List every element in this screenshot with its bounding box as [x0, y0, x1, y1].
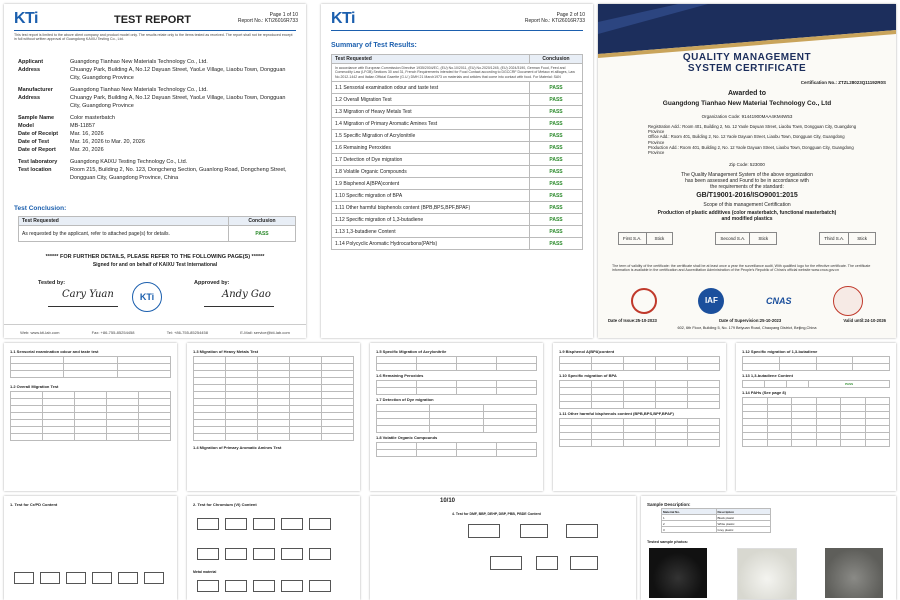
black-pellets-photo: [649, 548, 707, 598]
field-row: Address Chuangy Park, Building A, No.12 Dayuan Street, YaoLe Village, Liaobu Town, Dongguan City, Guangdong Province: [18, 95, 286, 109]
sample-description-title: Sample Description:: [647, 502, 691, 507]
sa-box: Third S.A. Stick: [819, 232, 876, 245]
flow-step: [566, 524, 598, 538]
report-number: Report No.: KTi26016R733: [237, 18, 298, 24]
white-pellets-photo: [737, 548, 797, 600]
footer-web: Web: www.kti-lab.com: [20, 329, 60, 335]
sa-box: First S.A. Stick: [618, 232, 673, 245]
sample-table: Material No. Description 1 Black plastic 2 White plastic 3 Grey plastic: [661, 508, 771, 533]
mini-table: [10, 391, 171, 441]
page-number: Page 1 of 10: [269, 12, 298, 18]
flow-step: [197, 548, 219, 560]
flow-step: [536, 556, 558, 570]
detail-page-thumb: 1.3 Migration of Heavy Metals Test 1.4 Migration of Primary Aromatic Amines Test: [187, 343, 360, 491]
awarded-to: Awarded to: [728, 90, 766, 97]
summary-row: 1.5 Specific Migration of Acrylonitrile PASS: [332, 130, 583, 142]
flow-step: [14, 572, 34, 584]
field-row: Date of Test Mar. 16, 2026 to Mar. 20, 2026: [18, 139, 145, 145]
field-row: Manufacturer Guangdong Tianhao New Materials Technology Co., Ltd.: [18, 87, 208, 93]
summary-pass: PASS: [530, 118, 583, 130]
mini-table: [742, 397, 890, 447]
test-report-page-1: [4, 4, 306, 338]
summary-row: 1.8 Volatile Organic Compounds PASS: [332, 166, 583, 178]
company-seal-icon: [833, 286, 863, 316]
refer-notice: ****** FOR FURTHER DETAILS, PLEASE REFER TO THE FOLLOWING PAGE(S) ******: [45, 254, 265, 260]
date-of-issue: Date of Issue:25-10-2023: [608, 318, 657, 323]
date-of-supervision: Date of Supervision:25-10-2023: [719, 318, 782, 323]
report-title: TEST REPORT: [114, 14, 192, 26]
kti-logo: KTi: [14, 10, 38, 27]
detail-page-thumb: 1.12 Specific migration of 1,3-butadiene 1.13 1,3-butadiene Content PASS 1.14 PAHs (See page 8): [736, 343, 896, 491]
flow-step: [253, 580, 275, 592]
summary-pass: PASS: [530, 190, 583, 202]
mini-table: [376, 356, 537, 371]
flow-step: [197, 580, 219, 592]
flow-step: [197, 518, 219, 530]
summary-title: Summary of Test Results:: [331, 42, 417, 49]
office-address: Office Add.: Room 401, Building 2, No. 12 Yaole Dayuan Street, Liaobu Town, Dongguan City, Guangdong Province: [648, 134, 845, 145]
mini-table: [559, 380, 720, 409]
grey-pellets-photo: [825, 548, 883, 598]
conclusion-pass: PASS: [229, 226, 296, 242]
flow-page-thumb: 1. Test for Cr/PD Content: [4, 496, 177, 600]
summary-pass: PASS: [530, 94, 583, 106]
summary-pass: PASS: [530, 178, 583, 190]
field-row: Model MB-11857: [18, 123, 95, 129]
zip-code: Zip Code: 523000: [729, 162, 765, 167]
conclusion-title: Test Conclusion:: [14, 205, 67, 212]
quality-certificate: [598, 4, 896, 338]
field-row: Applicant Guangdong Tianhao New Materials Technology Co., Ltd.: [18, 59, 208, 65]
registration-address: Registration Add.: Room 401, Building 2, No. 12 Yaole Dayuan Street, Liaobu Town, Dongguan City, Guangdong Province: [648, 124, 857, 135]
mini-table: [742, 356, 890, 371]
org-code: Organization Code: 91441900MAA4KM4W53: [701, 114, 793, 119]
mini-table: [193, 356, 354, 441]
flow-step: [309, 548, 331, 560]
footer-fax: Fax: +86-755-85254458: [91, 329, 135, 335]
flow-step: [490, 556, 522, 570]
flow-step: [144, 572, 164, 584]
flow-page-thumb: 10/10 4. Test for DMF, BBP, DEHP, DBP, PBB, PBDE Content: [370, 496, 636, 600]
summary-pass: PASS: [530, 142, 583, 154]
production-address: Production Add.: Room 401, Building 2, No. 12 Yaole Dayuan Street, Liaobu Town, Dongguan City, Guangdong Province: [648, 144, 854, 156]
flow-step: [309, 580, 331, 592]
flow-step: [118, 572, 138, 584]
summary-row: 1.9 Bisphenol A(BPA)content PASS: [332, 178, 583, 190]
summary-row: 1.3 Migration of Heavy Metals Test PASS: [332, 106, 583, 118]
statement-line-3: the requirements of the standard:: [710, 184, 784, 190]
summary-pass: PASS: [530, 202, 583, 214]
flow-step: [66, 572, 86, 584]
signed-line: Signed for and on behalf of KAIXU Test International: [92, 262, 218, 268]
accreditation-logos: [610, 286, 884, 316]
flow-step: [281, 580, 303, 592]
flow-step: [225, 518, 247, 530]
flow-step: [570, 556, 598, 570]
summary-intro: In accordance with European Commission Directive 1935/2004/EC, (EU) No.10/2011, (EU) No.2020/1245, (EU) 2024/3190, German Food, Feed and Commodity Law (LFGB) Sections 30 and 31, French Requirements intended for Food Contact according to DGCCRF Document of Metaux et alliages, Law No.2012-1442 and Italian Official Gazette (G.U.) DMH 21 March1973 on materials and articles that come into contact with food. For Material: SAN: [332, 64, 583, 82]
tested-by-label: Tested by:: [38, 280, 66, 286]
summary-row: 1.4 Migration of Primary Aromatic Amines Test PASS: [332, 118, 583, 130]
statement-line-2: has been assessed and Found to be in accordance with: [685, 178, 809, 184]
conclusion-table: Test Requested Conclusion As requested by the applicant, refer to attached page(s) for details. PASS: [18, 216, 296, 242]
page-number: Page 2 of 10: [556, 12, 585, 18]
field-row: Test laboratory Guangdong KAIXU Testing Technology Co., Ltd.: [18, 159, 188, 165]
summary-row: 1.13 1,3-butadiene Content PASS: [332, 226, 583, 238]
certificate-title-1: QUALITY MANAGEMENT: [682, 52, 812, 63]
test-report-page-2: [321, 4, 593, 338]
summary-pass: PASS: [530, 166, 583, 178]
flow-page-thumb: 2. Test for Chromium (VI) Content Metal material: [187, 496, 360, 600]
field-row: Address Chuangy Park, Building A, No.12 Dayuan Street, YaoLe Village, Liaobu Town, Dongguan City, Guangdong Province: [18, 67, 286, 81]
approved-by-label: Approved by:: [194, 280, 230, 286]
mini-table: [376, 380, 537, 395]
mini-table: [559, 356, 720, 371]
mini-table: [376, 404, 537, 433]
kti-seal-icon: KTi: [132, 282, 162, 312]
field-row: Date of Receipt Mar. 16, 2026: [18, 131, 104, 137]
summary-row: 1.1 Sensorial examination odour and taste test PASS: [332, 82, 583, 94]
mini-table: [10, 356, 171, 378]
tester-sign-line: [48, 306, 118, 307]
flow-step: [253, 548, 275, 560]
disclaimer: This test report is limited to the above client company and product model only. The results relate only to the items tested as received. The report shall not be reproduced except in full without written approval of Guangdong KAIXU Testing Co., Ltd.: [14, 33, 293, 42]
china-cert-logo-icon: [631, 288, 657, 314]
flow-step: [225, 580, 247, 592]
page1-footer: [4, 324, 306, 338]
scope-line-2: and modified plastics: [721, 216, 773, 222]
detail-page-thumb: 1.1 Sensorial examination odour and taste test 1.2 Overall Migration Test: [4, 343, 177, 491]
summary-pass: PASS: [530, 82, 583, 94]
flow-step: [40, 572, 60, 584]
approver-signature: Andy Gao: [222, 289, 271, 300]
summary-row: 1.2 Overall Migration Test PASS: [332, 94, 583, 106]
flow-step: [309, 518, 331, 530]
certificate-company: Guangdong Tianhao New Material Technology Co., Ltd: [662, 100, 832, 107]
certificate-dates: [608, 318, 886, 323]
summary-pass: PASS: [530, 130, 583, 142]
flow-step: [92, 572, 112, 584]
statement-line-1: The Quality Management System of the above organization: [681, 172, 813, 178]
surveillance-audits: [618, 232, 876, 245]
scope-line-1: Production of plastic additives (color masterbatch, functional masterbatch): [657, 210, 837, 216]
issuer-address: 602, 6th Floor, Building 5, No. 179 Beiyuan Road, Chaoyang District, Beijing,China: [677, 326, 817, 330]
scope-title: Scope of this management Certification: [703, 202, 791, 208]
summary-row: 1.10 Specific migration of BPA PASS: [332, 190, 583, 202]
kti-logo: KTi: [331, 10, 355, 27]
mini-table: [559, 418, 720, 447]
summary-pass: PASS: [530, 238, 583, 250]
summary-pass: PASS: [530, 226, 583, 238]
field-row: Test location Room 215, Building 2, No. 123, Dongcheng Section, Guanlong Road, Dongcheng Street, Dongguan City, Guangdong Province, China: [18, 167, 287, 181]
summary-row: 1.14 Polycyclic Aromatic Hydrocarbons(PAHs) PASS: [332, 238, 583, 250]
flow-step: [281, 548, 303, 560]
summary-table: Test Requested Conclusion In accordance with European Commission Directive 1935/2004/EC, (EU) No.10/2011, (EU) No.2020/1245, (EU) 2024/3190, German Food, Feed and Commodity Law (LFGB) Sections 30 and 31, French Requirements intended for Food Contact according to DGCCRF Document of Metaux et alliages, Law No.2012-1442 and Italian Official Gazette (G.U.) DMH 21 March1973 on materials and articles that come into contact with food. For Material: SAN 1.1 Sensorial examination odour and taste test PASS 1.2 Overall Migration Test PASS 1.3 Migration of Heavy Metals Test PASS 1.4 Migration of Primary Aromatic Amines Test PASS 1.5 Specific Migration of Acrylonitrile PASS 1.6 Remaining Peroxides PASS 1.7 Detection of Dye migration PASS 1.8 Volatile Organic Compounds PASS 1.9 Bisphenol A(BPA)content PASS 1.10 Specific migration of BPA PASS 1.11 Other harmful bisphenols content (BPB,BPS,BPF,BPAF) PASS 1.12 Specific migration of 1,3-butadiene PASS 1.13 1,3-butadiene Content PASS 1.14 Polycyclic Aromatic Hydrocarbons(PAHs) PASS: [331, 54, 583, 250]
summary-row: 1.12 Specific migration of 1,3-butadiene PASS: [332, 214, 583, 226]
mini-table: [376, 442, 537, 457]
mini-table: PASS: [742, 380, 890, 388]
cnas-logo-icon: CNAS: [766, 296, 792, 306]
approver-sign-line: [204, 306, 274, 307]
footer-tel: Tel: +86-755-85254458: [166, 329, 208, 335]
sa-box: Second S.A. Stick: [715, 232, 777, 245]
summary-row: 1.6 Remaining Peroxides PASS: [332, 142, 583, 154]
summary-pass: PASS: [530, 106, 583, 118]
report-number: Report No.: KTi26016R733: [524, 18, 585, 24]
conclusion-text: As requested by the applicant, refer to attached page(s) for details.: [19, 226, 229, 242]
report-fields: [18, 58, 296, 182]
summary-pass: PASS: [530, 214, 583, 226]
iaf-logo-icon: IAF: [698, 288, 724, 314]
valid-until: Valid until:24-10-2026: [843, 318, 886, 323]
summary-row: 1.11 Other harmful bisphenols content (BPB,BPS,BPF,BPAF) PASS: [332, 202, 583, 214]
certificate-number: Certification No.: ZTZL28023Q11192R0S: [800, 80, 886, 85]
header-divider: [14, 30, 296, 31]
validity-note: The term of validity of the certificate: the certificate shall be at least once a year the surveillance audit, With qualified logo for the effective certificate. The certificate information is available in the certification and Accreditation Administration of the People's Republic of China's official website www.cnca.gov.cn: [612, 264, 871, 273]
flow-step: [520, 524, 548, 538]
flow-step: [225, 548, 247, 560]
detail-page-thumb: 1.5 Specific Migration of Acrylonitrile 1.6 Remaining Peroxides 1.7 Detection of Dye migration 1.8 Volatile Organic Compounds: [370, 343, 543, 491]
certificate-standard: GB/T19001-2016/ISO9001:2015: [696, 192, 798, 199]
tester-signature: Cary Yuan: [62, 289, 114, 300]
flow-step: [253, 518, 275, 530]
field-row: Date of Report Mar. 20, 2026: [18, 147, 104, 153]
sample-page-thumb: Sample Description: Material No. Description 1 Black plastic 2 White plastic 3 Grey plastic Tested sample photos:: [641, 496, 896, 600]
flow-step: [281, 518, 303, 530]
flow-step: [468, 524, 500, 538]
field-row: Sample Name Color masterbatch: [18, 115, 115, 121]
detail-page-thumb: 1.9 Bisphenol A(BPA)content 1.10 Specific migration of BPA 1.11 Other harmful bisphenols content (BPB,BPS,BPF,BPAF): [553, 343, 726, 491]
header-divider: [331, 30, 583, 31]
footer-mail: E-Mail: service@kti-lab.com: [240, 329, 290, 335]
certificate-title-2: SYSTEM CERTIFICATE: [687, 63, 807, 74]
summary-pass: PASS: [530, 154, 583, 166]
summary-row: 1.7 Detection of Dye migration PASS: [332, 154, 583, 166]
